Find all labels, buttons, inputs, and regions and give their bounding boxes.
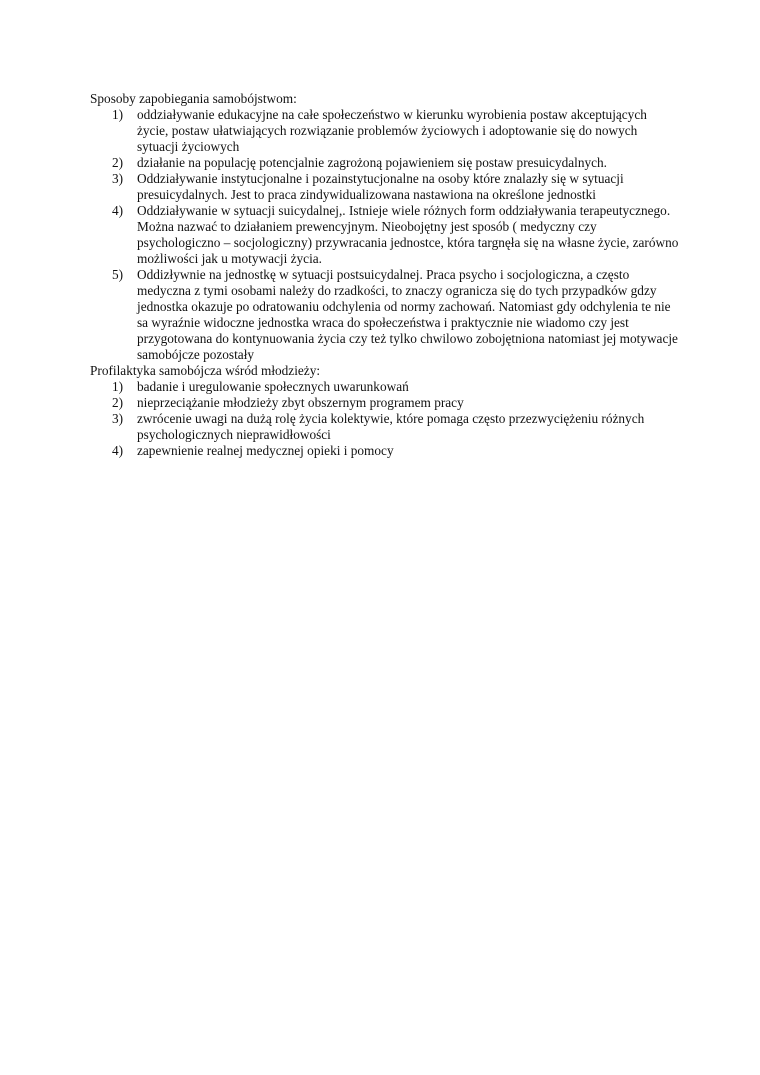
section-title-youth-prophylaxis: Profilaktyka samobójcza wśród młodzieży: bbox=[90, 363, 321, 378]
list-item-number: 2) bbox=[112, 155, 124, 170]
list-item-number: 5) bbox=[112, 267, 124, 282]
list-item-number: 4) bbox=[112, 443, 124, 458]
list-item-text: badanie i uregulowanie społecznych uwarunkowań bbox=[137, 379, 409, 394]
list-item-text: działanie na populację potencjalnie zagrożoną pojawieniem się postaw presuicydalnych. bbox=[137, 155, 608, 170]
list-item bbox=[90, 155, 680, 171]
list-item bbox=[90, 171, 680, 203]
section-title-prevention: Sposoby zapobiegania samobójstwom: bbox=[90, 91, 297, 106]
list-item-number: 4) bbox=[112, 203, 124, 218]
list-item bbox=[90, 411, 680, 443]
list-item-text: zwrócenie uwagi na dużą rolę życia kolektywie, które pomaga często przezwyciężeniu różnych psychologicznych nieprawidłowości bbox=[137, 411, 645, 442]
list-item-text: zapewnienie realnej medycznej opieki i pomocy bbox=[137, 443, 394, 458]
list-item bbox=[90, 395, 680, 411]
youth-prophylaxis-list bbox=[90, 379, 680, 459]
list-item-number: 2) bbox=[112, 395, 124, 410]
list-item-number: 3) bbox=[112, 171, 124, 186]
prevention-list bbox=[90, 107, 680, 363]
list-item-text: Oddziaływanie instytucjonalne i pozainstytucjonalne na osoby które znalazły się w sytuacji presuicydalnych. Jest to praca zindywidualizowana nastawiona na określone jednostki bbox=[137, 171, 624, 202]
list-item-text: oddziaływanie edukacyjne na całe społeczeństwo w kierunku wyrobienia postaw akceptujących życie, postaw ułatwiających rozwiązanie problemów życiowych i adoptowanie się do nowych sytuacji życiowych bbox=[137, 107, 647, 154]
list-item bbox=[90, 203, 680, 267]
list-item-number: 1) bbox=[112, 107, 124, 122]
list-item bbox=[90, 107, 680, 155]
list-item bbox=[90, 379, 680, 395]
document-body bbox=[90, 91, 680, 459]
list-item-number: 3) bbox=[112, 411, 124, 426]
list-item-text: nieprzeciążanie młodzieży zbyt obszernym programem pracy bbox=[137, 395, 464, 410]
list-item-number: 1) bbox=[112, 379, 124, 394]
list-item-text: Oddziaływanie w sytuacji suicydalnej,. Istnieje wiele różnych form oddziaływania terapeutycznego. Można nazwać to działaniem prewencyjnym. Nieobojętny jest sposób ( medyczny czy psychologiczno – socjologiczny) przywracania jednostce, która targnęła się na własne życie, zarówno możliwości jak u motywacji życia. bbox=[137, 203, 679, 266]
list-item bbox=[90, 267, 680, 363]
list-item bbox=[90, 443, 680, 459]
list-item-text: Oddizływnie na jednostkę w sytuacji postsuicydalnej. Praca psycho i socjologiczna, a często medyczna z tymi osobami należy do rzadkości, to znaczy ogranicza się do tych przypadków gdzy jednostka okazuje po odratowaniu odchylenia od normy zachowań. Natomiast gdy odchylenia te nie sa wyraźnie widoczne jednostka wraca do społeczeństwa i praktycznie nie wiadomo czy jest przygotowana do kontynuowania życia czy też tylko chwilowo zobojętniona natomiast jej motywacje samobójcze pozostały bbox=[137, 267, 678, 362]
